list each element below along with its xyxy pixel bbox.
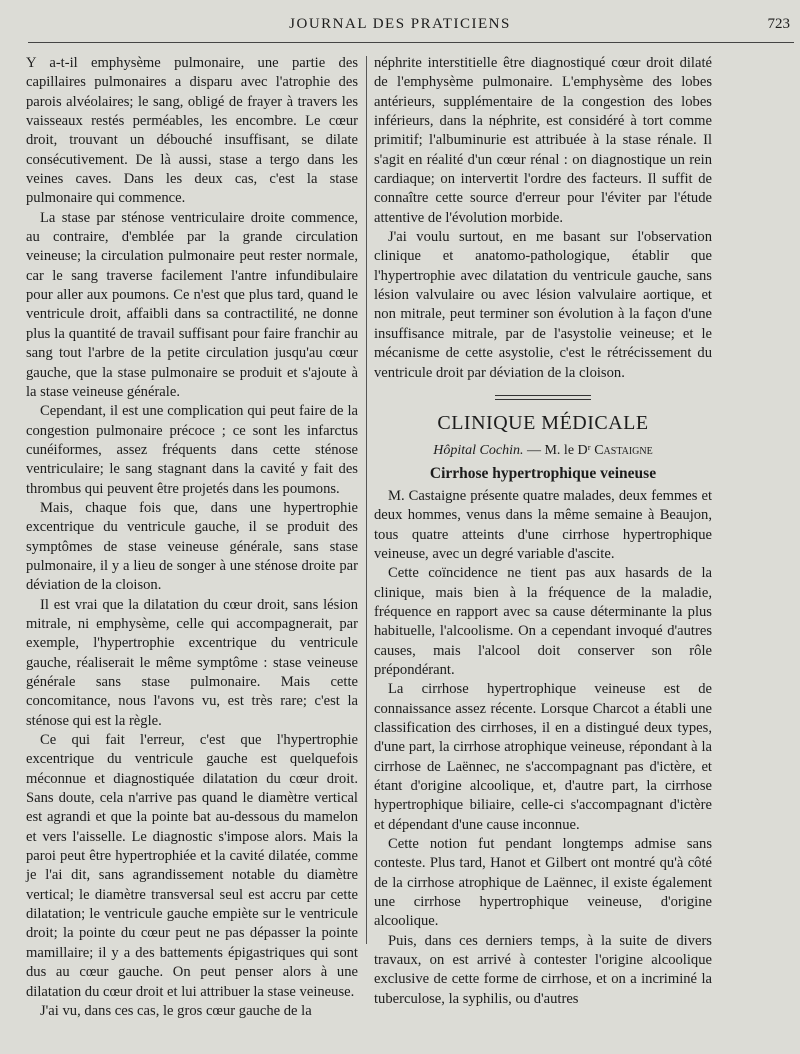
paragraph: néphrite interstitielle être diagnostiqué cœur droit dilaté de l'emphysème pulmonaire. L'emphysème des lobes antérieurs, supplémentaire de la congestion des lobes inférieurs, dans la néphrite, est considéré à tort comme primitif; l'albuminurie est attribuée à la stase rénale. Il s'agit en réalité d'un cœur rénal : on diagnostique un rein cardiaque; on intervertit l'ordre des facteurs. Il suffit de connaître cette source d'erreur pour l'éviter par l'étude attentive de l'évolution morbide. <box>374 55 712 226</box>
paragraph: Il est vrai que la dilatation du cœur droit, sans lésion mitrale, ni emphysème, celle qui accompagnerait, par exemple, l'hypertrophie excentrique du ventricule gauche, réaliserait le même symptôme : stase veineuse générale sans stase pulmonaire. Mais cette concomitance, nous l'avons vu, est très rare; c'est la sténose qui est la règle. <box>26 596 358 729</box>
hospital-name: Hôpital Cochin. <box>433 443 524 459</box>
paragraph: Mais, chaque fois que, dans une hypertrophie excentrique du ventricule gauche, il se produit des symptômes de stase veineuse générale, sans stase pulmonaire, il y a lieu de songer à une sténose droite par déviation de la cloison. <box>26 499 358 594</box>
author-name: Castaigne <box>594 443 653 459</box>
paragraph: Y a-t-il emphysème pulmonaire, une partie des capillaires pulmonaires a disparu avec l'atrophie des parois alvéolaires; le sang, obligé de frayer à travers les vaisseaux restés perméables, les encombre. Le cœur droit, trouvant un débouché insuffisant, se dilate consécutivement. De là aussi, stase a tergo dans les veines caves. Dans les deux cas, c'est la stase pulmonaire qui commence. <box>26 55 358 207</box>
paragraph: Puis, dans ces derniers temps, à la suite de divers travaux, on est arrivé à contester l'origine alcoolique exclusive de cette forme de cirrhose, et on a incriminé la tuberculose, la syphilis, ou d'autres <box>374 932 712 1007</box>
running-head <box>0 12 800 42</box>
paragraph: M. Castaigne présente quatre malades, deux femmes et deux hommes, venus dans la même semaine à Beaujon, tous quatre atteints d'une cirrhose hypertrophique veineuse, avec un degré variable d'ascite. <box>374 487 712 562</box>
paragraph: Cependant, il est une complication qui peut faire de la congestion pulmonaire précoce ; ce sont les infarctus cunéiformes, assez fréquents dans cette sténose ventriculaire; le sang stagnant dans la cavité y fait des thrombus qui peuvent être projetés dans les poumons. <box>26 403 358 497</box>
left-column <box>26 54 358 1021</box>
page-number: 723 <box>767 16 790 32</box>
column-divider <box>366 56 367 944</box>
article-title: Cirrhose hypertrophique veineuse <box>429 464 657 482</box>
section-separator <box>495 395 591 400</box>
paragraph: Ce qui fait l'erreur, c'est que l'hypertrophie excentrique du ventricule gauche est quelquefois méconnue et diagnostiquée dilatation du cœur droit. Sans doute, cela n'arrive pas quand le diamètre vertical est agrandi et que la pointe bat au-dessous du mamelon et vers l'aisselle. Le diagnostic s'impose alors. Mais la paroi peut être hypertrophiée et la cavité dilatée, comme je l'ai dit, sans agrandissement notable du diamètre vertical; le diamètre transversal seul est accru par cette dilatation; le ventricule gauche empiète sur le ventricule droit; la pointe du cœur peut ne pas dépasser la pointe mamillaire; il y a des battements épigastriques qui sont dus au cœur gauche. On peut penser alors à une dilatation du cœur droit et lui attribuer la stase veineuse. <box>26 732 358 1000</box>
journal-title: JOURNAL DES PRATICIENS <box>289 16 511 32</box>
paragraph: Cette coïncidence ne tient pas aux hasards de la clinique, mais bien à la fréquence de la maladie, fréquence en rapport avec sa cause déterminante la plus habituelle, l'alcoolisme. On a cependant invoqué d'autres causes, mais l'alcool doit conserver son rôle prépondérant. <box>374 565 712 678</box>
paragraph: La stase par sténose ventriculaire droite commence, au contraire, d'emblée par la grande circulation veineuse; la circulation pulmonaire peut rester normale, car le sang traverse facilement l'antre infundibulaire pour aller aux poumons. Ce n'est que plus tard, quand le ventricule droit, affaibli dans sa contractilité, ne donne plus la quantité de travail suffisant pour faire franchir au sang tout l'arbre de la petite circulation jusqu'au cœur gauche, que la stase pulmonaire se produit et s'ajoute à la stase veineuse générale. <box>26 209 358 400</box>
article-byline <box>374 441 712 460</box>
section-title: CLINIQUE MÉDICALE <box>437 411 649 434</box>
paragraph: La cirrhose hypertrophique veineuse est de connaissance assez récente. Lorsque Charcot a établi une classification des cirrhoses, il en a distingué deux types, d'une part, la cirrhose atrophique veineuse, répondant à la cirrhose de Laënnec, ne s'accompagnant pas d'ictère, et étant d'origine alcoolique, et, d'autre part, la cirrhose hypertrophique biliaire, celle-ci s'accompagnant d'ictère et dépendant d'une cause inconnue. <box>374 681 712 833</box>
paragraph: Cette notion fut pendant longtemps admise sans conteste. Plus tard, Hanot et Gilbert ont montré qu'à côté de la cirrhose atrophique de Laënnec, il existe également une cirrhose hypertrophique veineuse, d'origine alcoolique. <box>374 836 712 930</box>
paragraph: J'ai voulu surtout, en me basant sur l'observation clinique et anatomo-pathologique, établir que l'hypertrophie avec dilatation du ventricule gauche, sans lésion valvulaire ou avec lésion valvulaire aortique, et non mitrale, peut terminer son évolution à la façon d'une insuffisance mitrale, par de l'asystolie veineuse; et le mécanisme de cette asystolie, c'est le rétrécissement du ventricule droit par déviation de la cloison. <box>374 229 712 381</box>
paragraph: J'ai vu, dans ces cas, le gros cœur gauche de la <box>40 1002 312 1019</box>
header-rule <box>28 42 794 43</box>
byline-prefix: — M. le Dʳ <box>526 443 591 459</box>
right-column <box>374 54 712 1009</box>
